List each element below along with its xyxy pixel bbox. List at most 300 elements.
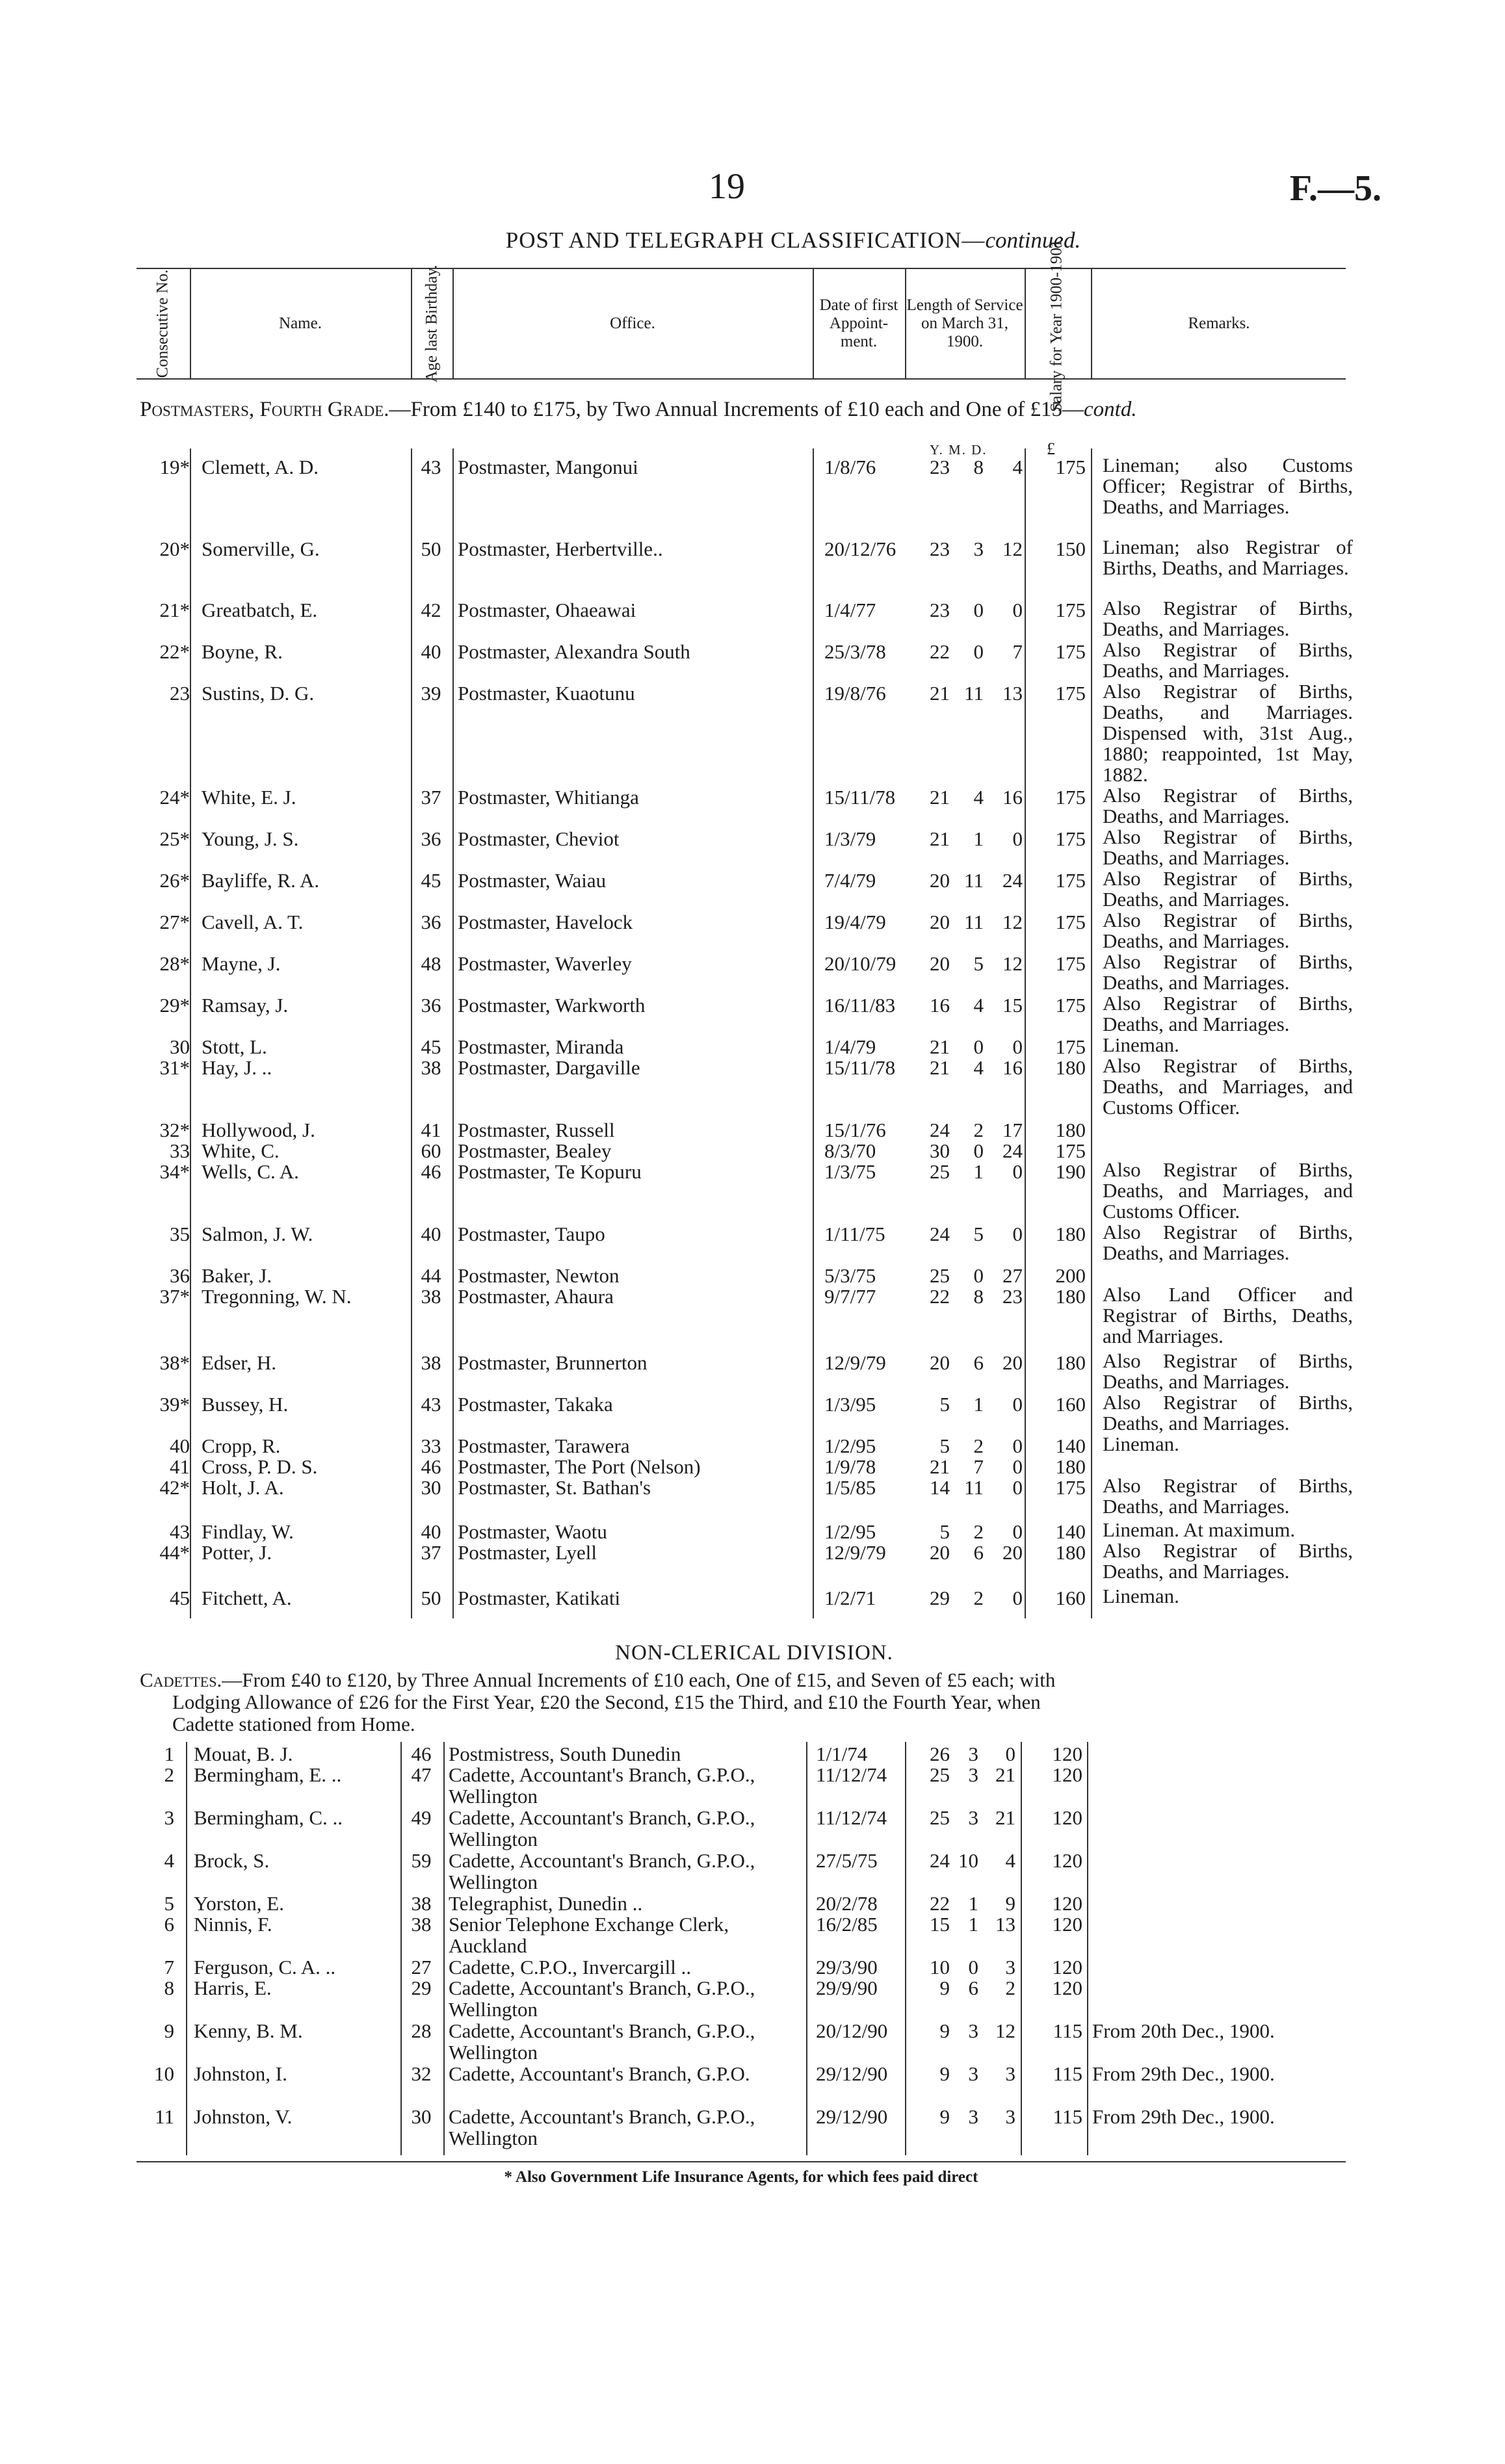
cell-remarks: Also Land Officer and Registrar of Births, Deaths, and Marriages. — [1103, 1283, 1353, 1347]
cell-name: Fitchett, A. — [202, 1587, 292, 1609]
cell-months: 3 — [968, 1763, 978, 1786]
column-divider — [452, 448, 454, 1618]
cell-no: 6 — [164, 1913, 174, 1936]
cell-remarks: Also Registrar of Births, Deaths, and Marriages. — [1103, 597, 1353, 640]
cell-days: 15 — [1002, 994, 1023, 1017]
cell-no: 26* — [159, 869, 190, 892]
cell-no: 20* — [159, 538, 190, 560]
cell-office: Postmaster, Russell — [458, 1119, 615, 1141]
cell-months: 2 — [973, 1520, 984, 1543]
cell-no: 44* — [159, 1541, 190, 1564]
cell-age: 46 — [421, 1455, 441, 1478]
cell-days: 0 — [1012, 1476, 1023, 1499]
cell-years: 16 — [930, 994, 950, 1017]
cell-salary: 175 — [1055, 911, 1086, 933]
cell-days: 0 — [1012, 1434, 1023, 1457]
cell-age: 29 — [411, 1977, 432, 1999]
cell-salary: 180 — [1055, 1541, 1086, 1564]
cell-date: 20/12/90 — [816, 2019, 888, 2042]
cell-date: 27/5/75 — [816, 1849, 878, 1872]
cell-no: 9 — [164, 2019, 174, 2042]
cell-salary: 180 — [1055, 1285, 1086, 1308]
cell-days: 0 — [1012, 599, 1023, 621]
cell-years: 24 — [930, 1223, 950, 1245]
cell-years: 22 — [930, 640, 950, 663]
cell-office: Cadette, Accountant's Branch, G.P.O. — [449, 2062, 750, 2085]
cell-months: 3 — [968, 1806, 978, 1829]
cell-date: 7/4/79 — [824, 869, 876, 892]
cadettes-text-3: Cadette stationed from Home. — [172, 1713, 415, 1735]
cell-remarks: Also Registrar of Births, Deaths, and Marriages. — [1103, 1391, 1353, 1434]
cell-years: 26 — [930, 1743, 950, 1765]
cell-salary: 175 — [1055, 640, 1086, 663]
cell-salary: 175 — [1055, 1035, 1086, 1058]
cell-days: 3 — [1005, 2105, 1015, 2128]
cell-age: 50 — [421, 1587, 441, 1609]
cell-years: 9 — [939, 2062, 950, 2085]
header-divider — [905, 269, 906, 378]
column-divider — [1021, 1742, 1022, 2155]
cell-salary: 160 — [1055, 1587, 1086, 1609]
cell-no: 41 — [170, 1455, 190, 1478]
cell-no: 31* — [159, 1056, 190, 1079]
cell-office: Postmaster, Kuaotunu — [458, 682, 635, 705]
cell-days: 0 — [1012, 1393, 1023, 1416]
cell-date: 15/1/76 — [824, 1119, 886, 1141]
cell-years: 24 — [930, 1119, 950, 1141]
cell-years: 22 — [930, 1285, 950, 1308]
cell-days: 17 — [1002, 1119, 1023, 1141]
cell-name: Wells, C. A. — [202, 1160, 299, 1183]
cell-salary: 140 — [1055, 1520, 1086, 1543]
cell-salary: 175 — [1055, 827, 1086, 850]
cell-years: 22 — [930, 1892, 950, 1915]
cell-office: Postmaster, Te Kopuru — [458, 1160, 642, 1183]
cell-days: 12 — [1002, 952, 1023, 975]
cell-age: 38 — [421, 1351, 441, 1374]
cell-days: 20 — [1002, 1541, 1023, 1564]
cell-days: 0 — [1012, 1160, 1023, 1183]
cell-salary: 175 — [1055, 786, 1086, 809]
cell-salary: 175 — [1055, 1139, 1086, 1162]
cell-date: 29/9/90 — [816, 1977, 878, 1999]
cell-office: Postmaster, Alexandra South — [458, 640, 690, 663]
header-salary — [1025, 235, 1090, 412]
cell-years: 25 — [930, 1160, 950, 1183]
cell-salary: 150 — [1055, 538, 1086, 560]
cell-salary: 175 — [1055, 869, 1086, 892]
cell-remarks: Also Registrar of Births, Deaths, and Marriages. — [1103, 638, 1353, 682]
cell-age: 43 — [421, 456, 441, 478]
cell-no: 8 — [164, 1977, 174, 1999]
cell-salary: 175 — [1055, 952, 1086, 975]
cell-name: Somerville, G. — [202, 538, 320, 560]
cell-name: Hollywood, J. — [202, 1119, 315, 1141]
cell-age: 38 — [411, 1913, 432, 1936]
cadettes-label: Cadettes. — [140, 1668, 222, 1691]
cell-office: Postmaster, Lyell — [458, 1541, 597, 1564]
cell-remarks: Also Registrar of Births, Deaths, and Marriages. — [1103, 825, 1353, 869]
cell-no: 28* — [159, 952, 190, 975]
cell-months: 3 — [968, 2105, 978, 2128]
cell-age: 36 — [421, 911, 441, 933]
cell-salary: 175 — [1055, 994, 1086, 1017]
section-text: —From £140 to £175, by Two Annual Increments of £10 each and One of £15— — [389, 398, 1084, 421]
cell-salary: 120 — [1052, 1849, 1082, 1872]
cell-no: 36 — [170, 1264, 190, 1287]
cell-name: Bayliffe, R. A. — [202, 869, 320, 892]
cell-no: 45 — [170, 1587, 190, 1609]
cell-name: Yorston, E. — [194, 1892, 284, 1915]
cell-office: Senior Telephone Exchange Clerk, Auckland — [449, 1913, 729, 1957]
cell-days: 12 — [1002, 911, 1023, 933]
cell-days: 0 — [1005, 1743, 1015, 1765]
cell-office: Postmaster, Havelock — [458, 911, 633, 933]
cell-office: Cadette, Accountant's Branch, G.P.O., Wellington — [449, 1763, 755, 1808]
cell-no: 30 — [170, 1035, 190, 1058]
cell-remarks: Lineman. — [1103, 1585, 1179, 1607]
cell-name: Cross, P. D. S. — [202, 1455, 318, 1478]
cell-remarks: Also Registrar of Births, Deaths, and Marriages. — [1103, 1539, 1353, 1583]
cell-months: 11 — [964, 911, 984, 933]
cell-no: 5 — [164, 1892, 174, 1915]
cell-salary: 120 — [1052, 1763, 1082, 1786]
cell-remarks: Also Registrar of Births, Deaths, and Marriages. Dispensed with, 31st Aug., 1880; reappointed, 1st May, 1882. — [1103, 680, 1353, 786]
column-divider — [806, 1742, 807, 2155]
cell-date: 16/11/83 — [824, 994, 896, 1017]
cell-days: 3 — [1005, 1956, 1015, 1978]
cell-days: 4 — [1012, 456, 1023, 478]
cell-days: 21 — [995, 1806, 1015, 1829]
cell-age: 36 — [421, 827, 441, 850]
cell-age: 38 — [411, 1892, 432, 1915]
header-consecutive — [137, 269, 189, 378]
cell-office: Postmistress, South Dunedin — [449, 1743, 681, 1765]
cell-age: 30 — [411, 2105, 432, 2128]
cell-remarks: Also Registrar of Births, Deaths, and Marriages, and Customs Officer. — [1103, 1158, 1353, 1223]
cell-date: 12/9/79 — [824, 1541, 886, 1564]
cell-days: 13 — [995, 1913, 1015, 1936]
cell-salary: 120 — [1052, 1892, 1082, 1915]
cell-months: 6 — [973, 1351, 984, 1374]
cell-salary: 120 — [1052, 1913, 1082, 1936]
cell-no: 27* — [159, 911, 190, 933]
cell-age: 40 — [421, 1520, 441, 1543]
cell-months: 0 — [968, 1956, 978, 1978]
cell-years: 20 — [930, 869, 950, 892]
cell-age: 50 — [421, 538, 441, 560]
cell-remarks: Lineman; also Registrar of Births, Deaths, and Marriages. — [1103, 536, 1353, 579]
cell-date: 1/2/95 — [824, 1520, 876, 1543]
cell-days: 4 — [1005, 1849, 1015, 1872]
page-title-text: POST AND TELEGRAPH CLASSIFICATION— — [505, 227, 986, 253]
cell-name: Greatbatch, E. — [202, 599, 318, 621]
cell-no: 43 — [170, 1520, 190, 1543]
cell-years: 25 — [930, 1763, 950, 1786]
cell-date: 1/2/71 — [824, 1587, 876, 1609]
cell-months: 4 — [973, 994, 984, 1017]
cell-name: Mouat, B. J. — [194, 1743, 293, 1765]
cell-salary: 175 — [1055, 599, 1086, 621]
cell-days: 16 — [1002, 786, 1023, 809]
cell-years: 20 — [930, 911, 950, 933]
cell-days: 2 — [1005, 1977, 1015, 1999]
cell-age: 46 — [411, 1743, 432, 1765]
cell-age: 36 — [421, 994, 441, 1017]
cell-no: 40 — [170, 1434, 190, 1457]
cell-years: 21 — [930, 1035, 950, 1058]
cell-name: Brock, S. — [194, 1849, 270, 1872]
cell-months: 10 — [958, 1849, 978, 1872]
cell-date: 11/12/74 — [816, 1763, 887, 1786]
cell-no: 1 — [164, 1743, 174, 1765]
header-bottom-rule — [137, 378, 1346, 380]
cell-age: 27 — [411, 1956, 432, 1978]
cell-days: 0 — [1012, 1587, 1023, 1609]
cadettes-text-1: —From £40 to £120, by Three Annual Increments of £10 each, One of £15, and Seven of £5 each; with — [222, 1668, 1056, 1691]
cell-date: 1/3/79 — [824, 827, 876, 850]
cell-salary: 115 — [1053, 2019, 1082, 2042]
cell-office: Cadette, Accountant's Branch, G.P.O., Wellington — [449, 1806, 755, 1850]
cell-days: 12 — [1002, 538, 1023, 560]
cell-remarks: Also Registrar of Births, Deaths, and Marriages, and Customs Officer. — [1103, 1054, 1353, 1119]
cell-years: 20 — [930, 1351, 950, 1374]
cell-age: 45 — [421, 869, 441, 892]
cell-days: 0 — [1012, 827, 1023, 850]
cell-office: Postmaster, Bealey — [458, 1139, 612, 1162]
cell-months: 2 — [973, 1119, 984, 1141]
cell-remarks: Also Registrar of Births, Deaths, and Marriages. — [1103, 950, 1353, 994]
cell-salary: 180 — [1055, 1223, 1086, 1245]
cell-months: 8 — [973, 456, 984, 478]
cell-remarks: Lineman. — [1103, 1033, 1179, 1056]
cell-age: 32 — [411, 2062, 432, 2085]
cell-years: 10 — [930, 1956, 950, 1978]
cell-name: Bermingham, C. .. — [194, 1806, 343, 1829]
cell-date: 9/7/77 — [824, 1285, 876, 1308]
cell-days: 12 — [995, 2019, 1015, 2042]
cell-name: Findlay, W. — [202, 1520, 294, 1543]
column-divider — [905, 1742, 906, 2155]
cell-years: 14 — [930, 1476, 950, 1499]
header-divider — [452, 269, 454, 378]
cell-no: 25* — [159, 827, 190, 850]
header-consecutive-label: Consecutive No. — [153, 269, 172, 378]
cell-name: Holt, J. A. — [202, 1476, 284, 1499]
cell-office: Postmaster, Takaka — [458, 1393, 613, 1416]
cell-age: 48 — [421, 952, 441, 975]
cell-years: 5 — [939, 1393, 950, 1416]
cell-name: Young, J. S. — [202, 827, 299, 850]
cell-name: Ninnis, F. — [194, 1913, 272, 1936]
cell-months: 1 — [973, 1393, 984, 1416]
cell-age: 47 — [411, 1763, 432, 1786]
cell-office: Postmaster, Miranda — [458, 1035, 624, 1058]
cell-office: Postmaster, Brunnerton — [458, 1351, 648, 1374]
cell-years: 5 — [939, 1434, 950, 1457]
cell-age: 59 — [411, 1849, 432, 1872]
cell-office: Postmaster, Waverley — [458, 952, 632, 975]
cell-age: 37 — [421, 1541, 441, 1564]
cell-age: 46 — [421, 1160, 441, 1183]
cell-salary: 180 — [1055, 1351, 1086, 1374]
cell-age: 44 — [421, 1264, 441, 1287]
cell-name: Johnston, V. — [194, 2105, 293, 2128]
cell-days: 0 — [1012, 1455, 1023, 1478]
cell-years: 23 — [930, 599, 950, 621]
cell-age: 37 — [421, 786, 441, 809]
cell-salary: 175 — [1055, 456, 1086, 478]
cell-days: 3 — [1005, 2062, 1015, 2085]
cell-date: 1/4/79 — [824, 1035, 876, 1058]
cell-age: 43 — [421, 1393, 441, 1416]
cell-months: 3 — [968, 2062, 978, 2085]
cell-years: 25 — [930, 1264, 950, 1287]
cell-months: 8 — [973, 1285, 984, 1308]
cell-months: 1 — [973, 1160, 984, 1183]
cell-months: 0 — [973, 599, 984, 621]
cell-remarks: Lineman; also Customs Officer; Registrar of Births, Deaths, and Marriages. — [1103, 454, 1353, 518]
cell-remarks: Also Registrar of Births, Deaths, and Marriages. — [1103, 1221, 1353, 1264]
cell-salary: 160 — [1055, 1393, 1086, 1416]
cell-no: 33 — [170, 1139, 190, 1162]
header-divider — [411, 269, 412, 378]
cell-name: White, C. — [202, 1139, 280, 1162]
cell-remarks: Also Registrar of Births, Deaths, and Marriages. — [1103, 1349, 1353, 1393]
cell-salary: 140 — [1055, 1434, 1086, 1457]
cell-name: Ferguson, C. A. .. — [194, 1956, 336, 1978]
cell-date: 29/3/90 — [816, 1956, 878, 1978]
cell-salary: 175 — [1055, 682, 1086, 705]
cell-office: Postmaster, Warkworth — [458, 994, 646, 1017]
cell-date: 1/8/76 — [824, 456, 876, 478]
section-contd: contd. — [1084, 398, 1137, 421]
cell-office: Postmaster, Waiau — [458, 869, 607, 892]
cell-date: 20/10/79 — [824, 952, 896, 975]
cell-months: 0 — [973, 1264, 984, 1287]
cell-years: 23 — [930, 456, 950, 478]
cell-no: 39* — [159, 1393, 190, 1416]
cell-months: 2 — [973, 1434, 984, 1457]
cell-days: 24 — [1002, 869, 1023, 892]
cell-name: Mayne, J. — [202, 952, 281, 975]
cell-salary: 120 — [1052, 1956, 1082, 1978]
cell-remarks: Also Registrar of Births, Deaths, and Marriages. — [1103, 784, 1353, 827]
cell-years: 21 — [930, 1056, 950, 1079]
cell-salary: 115 — [1053, 2105, 1082, 2128]
cell-date: 15/11/78 — [824, 786, 896, 809]
header-divider — [1025, 269, 1026, 378]
cell-days: 9 — [1005, 1892, 1015, 1915]
header-salary-label: Salary for Year 1900-1901. — [1048, 235, 1066, 412]
cell-name: Johnston, I. — [194, 2062, 287, 2085]
cell-months: 2 — [973, 1587, 984, 1609]
cell-office: Postmaster, Ohaeawai — [458, 599, 636, 621]
cell-months: 0 — [973, 640, 984, 663]
cell-days: 27 — [1002, 1264, 1023, 1287]
cell-salary: 115 — [1053, 2062, 1082, 2085]
cell-date: 29/12/90 — [816, 2062, 888, 2085]
cell-office: Postmaster, Taupo — [458, 1223, 605, 1245]
cell-salary: 180 — [1055, 1056, 1086, 1079]
cell-months: 7 — [973, 1455, 984, 1478]
cell-days: 0 — [1012, 1035, 1023, 1058]
cell-remarks: Lineman. — [1103, 1433, 1179, 1455]
cell-no: 34* — [159, 1160, 190, 1183]
cell-no: 35 — [170, 1223, 190, 1245]
cell-remarks: From 29th Dec., 1900. — [1092, 2105, 1275, 2128]
cell-years: 30 — [930, 1139, 950, 1162]
cell-no: 23 — [170, 682, 190, 705]
cell-remarks: Lineman. At maximum. — [1103, 1518, 1296, 1541]
cell-name: Kenny, B. M. — [194, 2019, 303, 2042]
cell-years: 21 — [930, 1455, 950, 1478]
cell-date: 12/9/79 — [824, 1351, 886, 1374]
cell-days: 24 — [1002, 1139, 1023, 1162]
cell-office: Postmaster, Mangonui — [458, 456, 638, 478]
cell-office: Postmaster, Tarawera — [458, 1434, 630, 1457]
cell-months: 5 — [973, 1223, 984, 1245]
cell-years: 20 — [930, 952, 950, 975]
cell-months: 1 — [968, 1892, 978, 1915]
table-bottom-rule — [137, 2161, 1346, 2162]
cell-date: 25/3/78 — [824, 640, 886, 663]
cell-date: 16/2/85 — [816, 1913, 878, 1936]
cell-no: 38* — [159, 1351, 190, 1374]
cell-salary: 180 — [1055, 1119, 1086, 1141]
cell-years: 24 — [930, 1849, 950, 1872]
cell-age: 45 — [421, 1035, 441, 1058]
cell-years: 9 — [939, 2105, 950, 2128]
cell-name: Edser, H. — [202, 1351, 276, 1374]
cell-name: Hay, J. .. — [202, 1056, 272, 1079]
header-length: Length of Service on March 31, 1900. — [906, 296, 1023, 350]
cell-remarks: Also Registrar of Births, Deaths, and Marriages. — [1103, 909, 1353, 952]
cell-age: 60 — [421, 1139, 441, 1162]
column-divider — [186, 1742, 187, 2155]
cell-age: 42 — [421, 599, 441, 621]
cell-name: Sustins, D. G. — [202, 682, 315, 705]
page-number: 19 — [709, 166, 745, 207]
cell-days: 13 — [1002, 682, 1023, 705]
cell-days: 0 — [1012, 1520, 1023, 1543]
cell-remarks: Also Registrar of Births, Deaths, and Marriages. — [1103, 992, 1353, 1035]
cell-salary: 190 — [1055, 1160, 1086, 1183]
cell-years: 21 — [930, 682, 950, 705]
cell-days: 0 — [1012, 1223, 1023, 1245]
cell-years: 29 — [930, 1587, 950, 1609]
column-divider — [443, 1742, 445, 2155]
column-divider — [1087, 1742, 1088, 2155]
cadettes-description — [140, 1669, 1349, 1735]
cell-age: 49 — [411, 1806, 432, 1829]
cell-name: Cavell, A. T. — [202, 911, 304, 933]
cell-months: 6 — [968, 1977, 978, 1999]
cell-remarks: Also Registrar of Births, Deaths, and Marriages. — [1103, 867, 1353, 911]
cell-name: Bermingham, E. .. — [194, 1763, 342, 1786]
cell-name: Salmon, J. W. — [202, 1223, 313, 1245]
header-remarks: Remarks. — [1188, 315, 1250, 332]
cell-date: 15/11/78 — [824, 1056, 896, 1079]
non-clerical-title: NON-CLERICAL DIVISION. — [615, 1641, 893, 1665]
cell-office: Postmaster, Cheviot — [458, 827, 620, 850]
cell-salary: 200 — [1055, 1264, 1086, 1287]
column-divider — [1025, 448, 1026, 1618]
cell-years: 21 — [930, 827, 950, 850]
cell-office: Postmaster, Newton — [458, 1264, 620, 1287]
cell-no: 22* — [159, 640, 190, 663]
cell-date: 1/3/75 — [824, 1160, 876, 1183]
